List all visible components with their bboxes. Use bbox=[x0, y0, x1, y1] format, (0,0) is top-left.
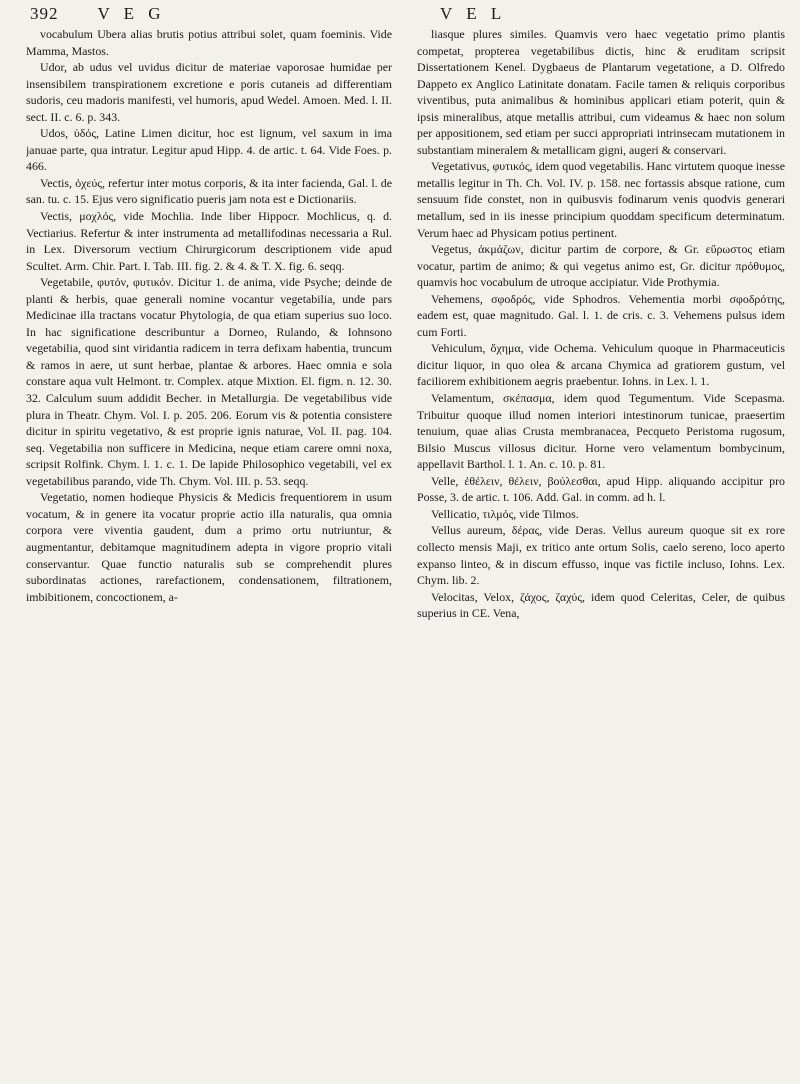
entry-paragraph: Vectis, ὀχεύς, refertur inter motus corporis, & ita inter facienda, Gal. l. de san. tu. c. 15. Ejus vero significatio pueris jam nota est e Dictionariis. bbox=[26, 175, 392, 207]
right-column bbox=[417, 26, 785, 1074]
entry-paragraph: Udor, ab udus vel uvidus dicitur de materiae vaporosae humidae per insensibilem transpirationem excretione e poris cutaneis ad differentiam sudoris, ceu madoris manifesti, vel humoris, apud Wedel. Amoen. Med. l. II. sect. II. c. 6. p. 343. bbox=[26, 60, 392, 124]
entry-paragraph: Vehemens, σφοδρός, vide Sphodros. Vehementia morbi σφοδρότης, eadem est, quae magnitudo. Gal. l. 1. de cris. c. 3. Vehemens pulsus idem cum Forti. bbox=[417, 291, 785, 339]
entry-paragraph: Udos, ὑδός, Latine Limen dicitur, hoc est lignum, vel saxum in ima januae parte, qua intratur. Legitur apud Hipp. 4. de artic. t. 64. Vide Foes. p. 466. bbox=[26, 126, 392, 174]
left-running-head bbox=[30, 4, 410, 26]
entry-paragraph: Vegetativus, φυτικός, idem quod vegetabilis. Hanc virtutem quoque inesse metallis legitur in Th. Ch. Vol. IV. p. 158. nec fortassis absque ratione, cum sensuum fide constet, non in quibusvis fodinarum venis quodvis generari metallum, sed in iis inesse principium quoddam specificum determinatum. Verum haec ad Physicam potius pertinent. bbox=[417, 159, 785, 240]
entry-paragraph: Vehiculum, ὄχημα, vide Ochema. Vehiculum quoque in Pharmaceuticis dicitur liquor, in quo olea & arcana Chymica ad gratiorem gustum, vel faciliorem exhibitionem aegris praebentur. Iohns. in Lex. l. 1. bbox=[417, 341, 785, 389]
entry-paragraph: Velle, ἐθέλειν, θέλειν, βούλεσθαι, apud Hipp. aliquando accipitur pro Posse, 3. de artic. t. 106. Add. Gal. in comm. ad h. l. bbox=[417, 473, 785, 505]
entry-paragraph: liasque plures similes. Quamvis vero haec vegetatio primo plantis competat, propterea vegetabilibus dictis, hinc & eruditam scripsit Dissertationem Kenel. Dygbaeus de Plantarum vegetatione, a D. Olfredo Dappeto ex Anglico Latinitate donatam. Facile tamen & reliquis corporibus viventibus, puta animalibus & hominibus applicari etiam poterit, quin & ipsis mineralibus, atque metallis attribui, cum videamus & haec non solum per appositionem, sed etiam per succi appropriati intrinsecam mutationem in substantiam mineralem & metallicam gigni, augeri & conservari. bbox=[417, 27, 785, 157]
right-running-head bbox=[440, 4, 780, 26]
entry-paragraph: Vectis, μοχλός, vide Mochlia. Inde liber Hippocr. Mochlicus, q. d. Vectiarius. Refertur & inter instrumenta ad metallifodinas necessaria a Rul. in Lex. Diversorum vectium Chirurgicorum descriptionem vide apud Scultet. Arm. Chir. Part. I. Tab. III. fig. 2. & 4. & T. X. fig. 6. seqq. bbox=[26, 209, 392, 273]
left-head-title: V E G bbox=[97, 4, 166, 23]
entry-paragraph: Vellicatio, τιλμός, vide Tilmos. bbox=[431, 506, 579, 521]
entry-paragraph: Vegetabile, φυτόν, φυτικόν. Dicitur 1. de anima, vide Psyche; deinde de planti & herbis, quae generali nomine vocantur vegetabilia, unde pars Medicinae illa tractans vocatur Phytologia, de qua etiam superius suo loco. In hac significatione describuntur a Dorneo, Rulando, & Iohnsono vegetabilia, quod sint viridantia radicem in terra defixam habentia, truncum & ramos in aere, ut sunt herbae, plantae & arbores. Haec omnia e sola constare aqua vult Helmont. tr. Complex. atque Mixtion. El. figm. n. 12. 30. 32. Calculum suum addidit Becher. in Metallurgia. De vegetabilibus vide plura in Theatr. Chym. Vol. I. p. 205. 206. Eorum vis & potentia consistere dicitur in spiritu vegetativo, & est proprie ignis naturae, Vol. II. pag. 104. seq. Vegetabilia non sufficere in Medicina, neque etiam carere omni noxa, scripsit Rolfink. Chym. l. 1. c. 1. De lapide Philosophico vegetabili, vel ex vegetabilibus parando, vide Th. Chym. Vol. III. p. 53. seqq. bbox=[26, 275, 392, 488]
entry-paragraph: Vellus aureum, δέρας, vide Deras. Vellus aureum quoque sit ex rore collecto mensis Maji, ex tritico ante ortum Solis, caelo sereno, loco aperto expanso linteo, & in discum effusso, inque vas fictile incluso, Iohns. Lex. Chym. lib. 2. bbox=[417, 523, 785, 588]
page-number: 392 bbox=[30, 4, 59, 23]
left-column bbox=[26, 26, 392, 1074]
entry-paragraph: Vegetatio, nomen hodieque Physicis & Medicis frequentiorem in usum vocatum, & in genere ita vocatur proprie actio illa naturalis, qua omnia corpora vere viventia gaudent, dum a primo ortu nutriuntur, & augmentantur, debitamque magnitudinem adepta in vigore proprio vitali conservantur. Quae functio naturalis sub se comprehendit plures subordinatas actiones, rarefactionem, condensationem, filtrationem, imbibitionem, concoctionem, a- bbox=[26, 490, 392, 604]
entry-paragraph: vocabulum Ubera alias brutis potius attribui solet, quam foeminis. Vide Mamma, Mastos. bbox=[26, 27, 392, 58]
entry-paragraph: Vegetus, ἀκμάζων, dicitur partim de corpore, & Gr. εὔρωστος etiam vocatur, partim de animo; & qui vegetus animo est, Gr. dicitur πρόθυμος, quamvis hoc vocabulum de utroque accipiatur. Vide Prothymia. bbox=[417, 242, 785, 290]
right-head-title: V E L bbox=[440, 4, 507, 23]
entry-paragraph: Velamentum, σκέπασμα, idem quod Tegumentum. Vide Scepasma. Tribuitur quoque illud nomen interiori intestinorum tunicae, praesertim tenuium, quae alias Crusta membranacea, Pecqueto Peristoma rugosum, Bilsio Muscus villosus dicitur. Horne vero velamentum bombycinum, appellavit Barthol. l. 1. An. c. 10. p. 81. bbox=[417, 391, 785, 472]
entry-paragraph: Velocitas, Velox, ζάχος, ζαχύς, idem quod Celeritas, Celer, de quibus superius in CE. Vena, bbox=[417, 589, 785, 621]
